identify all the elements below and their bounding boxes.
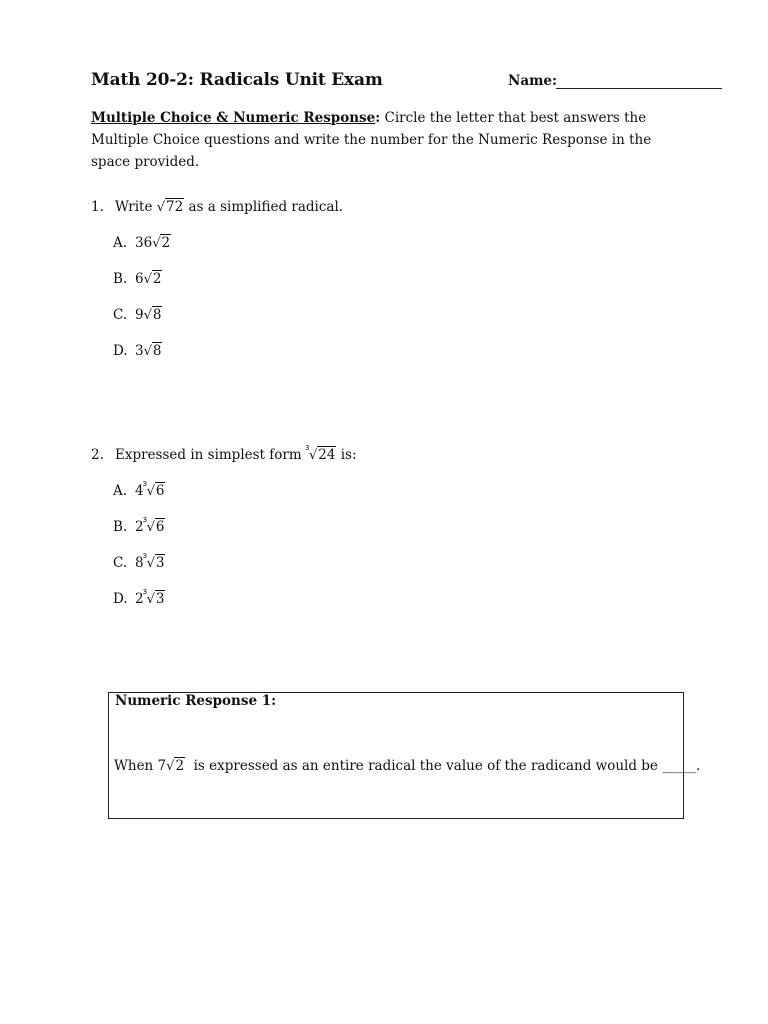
instructions-lead-colon: : [375,110,381,126]
option-letter: C. [113,307,128,323]
question-2 [91,444,357,463]
radical-index: 3 [142,480,148,488]
radicand: 3 [155,591,165,607]
radical-index: 3 [142,516,148,524]
option-coef: 2 [135,519,144,535]
question-prefix: Write [115,199,157,215]
question-2-option-a[interactable] [113,480,165,499]
radicand: 24 [318,447,336,463]
nr-prefix: When [114,758,158,774]
radicand: 2 [175,758,185,774]
nr-coef: 7 [157,758,167,774]
radical-index: 3 [304,444,310,452]
question-2-option-d[interactable] [113,588,165,607]
option-letter: D. [113,343,128,359]
radicand: 8 [152,343,162,359]
radicand: 6 [155,519,165,535]
radical: √8 [143,307,162,323]
cube-radical: 3 √3 [142,552,165,571]
option-letter: C. [113,555,128,571]
question-1 [91,199,343,215]
option-letter: B. [113,271,128,287]
question-suffix: is: [336,447,357,463]
numeric-response-title: Numeric Response 1: [115,693,277,709]
radical: √2 [143,271,162,287]
option-letter: A. [113,483,128,499]
question-1-option-c[interactable] [113,307,162,323]
cube-radical: 3 √24 [304,444,336,463]
option-letter: B. [113,519,128,535]
radical-index: 3 [142,588,148,596]
question-1-option-b[interactable] [113,271,162,287]
radicand: 3 [155,555,165,571]
exam-title: Math 20-2: Radicals Unit Exam [91,70,383,90]
radical-index: 3 [142,552,148,560]
question-number: 1. [91,199,104,215]
cube-radical: 3 √3 [142,588,165,607]
option-coef: 36 [135,235,153,251]
option-coef: 8 [135,555,144,571]
name-label: Name: [508,73,557,89]
radical: √2 [166,758,185,774]
name-field[interactable] [556,88,722,89]
radical: √2 [152,235,171,251]
radicand: 6 [155,483,165,499]
option-coef: 4 [135,483,144,499]
option-coef: 3 [135,343,144,359]
question-1-option-d[interactable] [113,343,162,359]
question-prefix: Expressed in simplest form [115,447,306,463]
instructions-text: Circle the letter that best answers the Multiple Choice questions and write the number for the Numeric Response in the space provided. [91,110,652,170]
question-2-option-c[interactable] [113,552,165,571]
question-2-option-b[interactable] [113,516,165,535]
instructions-lead: Multiple Choice & Numeric Response [91,110,376,126]
cube-radical: 3 √6 [142,480,165,499]
radicand: 8 [152,307,162,323]
nr-suffix[interactable]: is expressed as an entire radical the value of the radicand would be _____. [185,758,701,774]
numeric-response-box [108,692,684,819]
radical: √8 [143,343,162,359]
cube-radical: 3 √6 [142,516,165,535]
question-number: 2. [91,447,104,463]
instructions [91,107,691,173]
question-1-option-a[interactable] [113,235,171,251]
radicand: 72 [166,199,184,215]
radicand: 2 [161,235,171,251]
option-letter: D. [113,591,128,607]
option-coef: 6 [135,271,144,287]
numeric-response-question [114,758,700,774]
option-coef: 2 [135,591,144,607]
question-suffix: as a simplified radical. [184,199,344,215]
radical: √72 [156,199,184,215]
radicand: 2 [152,271,162,287]
option-letter: A. [113,235,128,251]
option-coef: 9 [135,307,144,323]
